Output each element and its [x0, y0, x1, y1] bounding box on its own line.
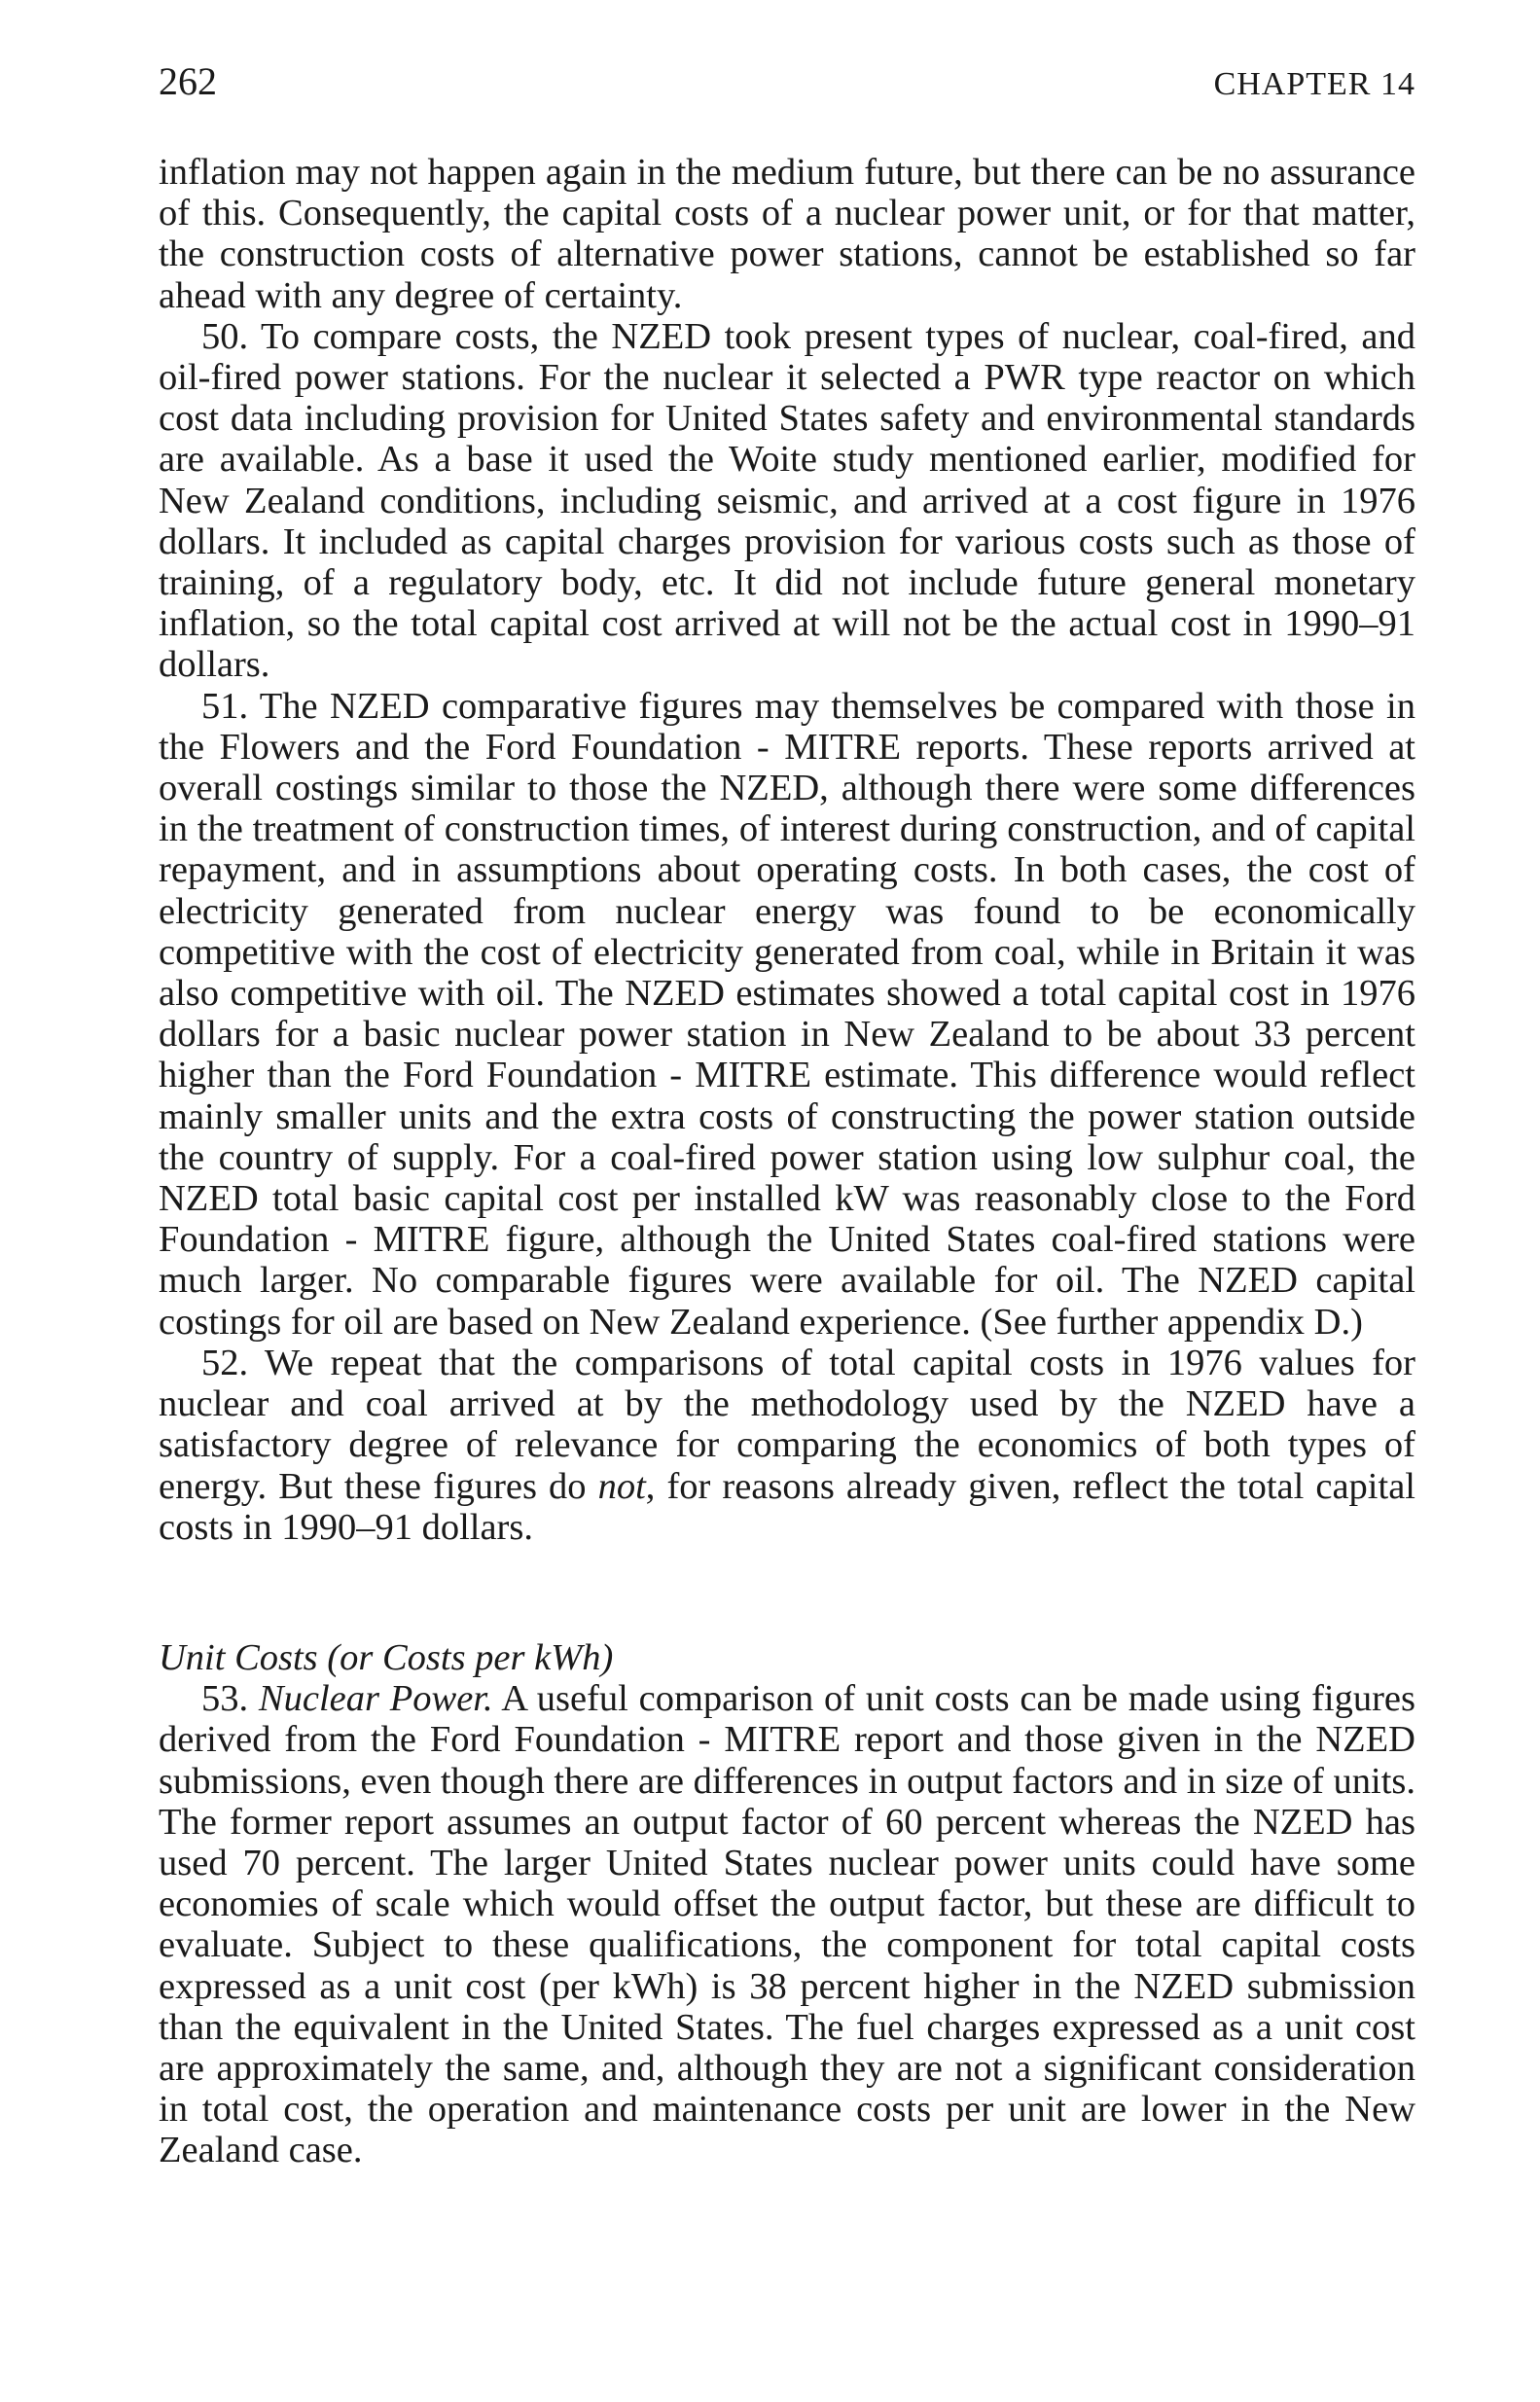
paragraph-52-text-end: , for reasons already given, reflect the total capital costs in 1990–91 dollars.	[159, 1465, 1415, 1548]
paragraph-53-number: 53.	[201, 1678, 259, 1720]
running-head	[159, 58, 1415, 113]
body-text	[159, 152, 1415, 2171]
paragraph-continued: inflation may not happen again in the medium future, but there can be no assurance of this. Consequently, the capital costs of a nuclear power unit, or for that matter, the construction costs of alternative power stations, cannot be established so far ahead with any degree of certainty.	[159, 152, 1415, 316]
paragraph-50: 50. To compare costs, the NZED took present types of nuclear, coal-fired, and oil-fired power stations. For the nuclear it selected a PWR type reactor on which cost data including provision for United States safety and environmental standards are available. As a base it used the Woite study mentioned earlier, modified for New Zealand conditions, including seismic, and arrived at a cost figure in 1976 dollars. It included as capital charges provision for various costs such as those of training, of a regulatory body, etc. It did not include future general monetary inflation, so the total capital cost arrived at will not be the actual cost in 1990–91 dollars.	[159, 315, 1415, 686]
page-number: 262	[159, 59, 217, 103]
paragraph-53-text: A useful comparison of unit costs can be made using figures derived from the Ford Foundation - MITRE report and those given in the NZED submissions, even though there are differences in output factors and in size of units. The former report assumes an output factor of 60 percent whereas the NZED has used 70 percent. The larger United States nuclear power units could have some economies of scale which would offset the output factor, but these are difficult to evaluate. Subject to these qualifications, the component for total capital costs expressed as a unit cost (per kWh) is 38 percent higher in the NZED submission than the equivalent in the United States. The fuel charges expressed as a unit cost are approximately the same, and, although they are not a significant consideration in total cost, the operation and maintenance costs per unit are lower in the New Zealand case.	[159, 1678, 1415, 2171]
paragraph-53	[159, 1678, 1415, 2170]
section-heading-unit-costs: Unit Costs (or Costs per kWh)	[159, 1636, 614, 1678]
paragraph-53-run-in-heading: Nuclear Power.	[258, 1678, 493, 1720]
chapter-label: CHAPTER 14	[1213, 66, 1415, 102]
paragraph-51: 51. The NZED comparative figures may themselves be compared with those in the Flowers and the Ford Foundation - MITRE reports. These reports arrived at overall costings similar to those the NZED, although there were some differences in the treatment of construction times, of interest during construction, and of capital repayment, and in assumptions about operating costs. In both cases, the cost of electricity generated from nuclear energy was found to be economically competitive with the cost of electricity generated from coal, while in Britain it was also competitive with oil. The NZED estimates showed a total capital cost in 1976 dollars for a basic nuclear power station in New Zealand to be about 33 percent higher than the Ford Foundation - MITRE estimate. This difference would reflect mainly smaller units and the extra costs of constructing the power station outside the country of supply. For a coal-fired power station using low sulphur coal, the NZED total basic capital cost per installed kW was reasonably close to the Ford Foundation - MITRE figure, although the United States coal-fired stations were much larger. No comparable figures were available for oil. The NZED capital costings for oil are based on New Zealand experience. (See further appendix D.)	[159, 685, 1415, 1343]
paragraph-52-emphasis: not	[597, 1465, 646, 1507]
document-page	[159, 58, 1415, 2171]
paragraph-52	[159, 1343, 1415, 1548]
paragraph-52-text-start: 52. We repeat that the comparisons of total capital costs in 1976 values for nuclear and coal arrived at by the methodology used by the NZED have a satisfactory degree of relevance for comparing the economics of both types of energy. But these figures do	[159, 1342, 1415, 1507]
